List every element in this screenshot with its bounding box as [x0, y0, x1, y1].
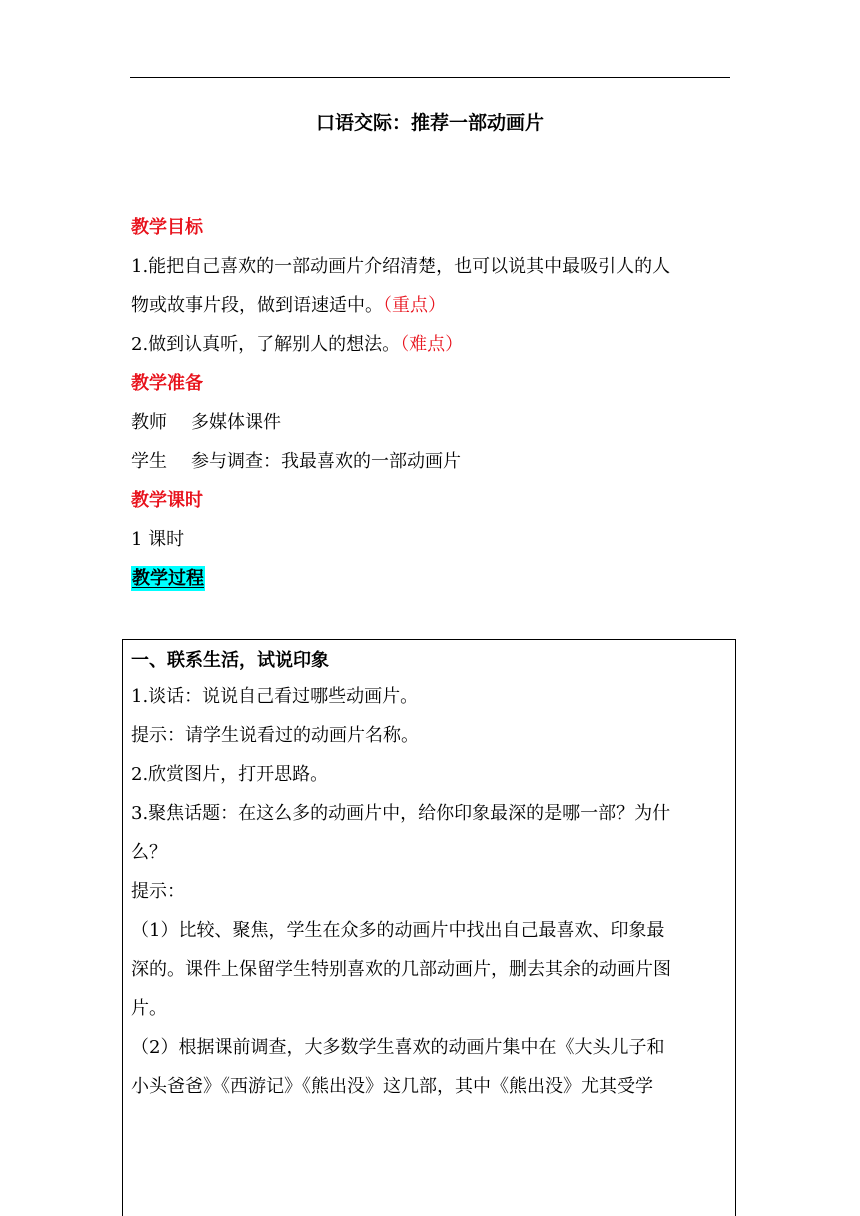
periods-value: 1 课时: [131, 529, 185, 550]
tip-2-line-2: 小头爸爸》《西游记》《熊出没》这几部，其中《熊出没》尤其受学: [131, 1076, 653, 1097]
process-heading-row: [131, 559, 731, 598]
difficulty-tag: （难点）: [400, 334, 464, 355]
periods-heading: 教学课时: [131, 490, 203, 511]
objective-1-line-1: 1.能把自己喜欢的一部动画片介绍清楚，也可以说其中最吸引人的人: [131, 256, 671, 277]
teacher-label: 教师: [131, 412, 167, 433]
student-value: 参与调查：我最喜欢的一部动画片: [191, 451, 461, 472]
process-heading: 教学过程: [132, 568, 204, 589]
tip-1-line-1: （1）比较、聚焦，学生在众多的动画片中找出自己最喜欢、印象最: [131, 920, 665, 941]
header-rule: [130, 77, 730, 78]
objective-2: [131, 325, 731, 364]
teacher-preparation: [131, 403, 731, 442]
step-1-line: 1.谈话：说说自己看过哪些动画片。: [131, 686, 419, 707]
step-1-heading: 一、联系生活，试说印象: [131, 650, 329, 671]
page-title: 口语交际：推荐一部动画片: [315, 112, 544, 134]
objective-1-line-2: [131, 286, 731, 325]
tip-2-line-1: （2）根据课前调查，大多数学生喜欢的动画片集中在《大头儿子和: [131, 1037, 665, 1058]
step-1-line: 2.欣赏图片，打开思路。: [131, 764, 329, 785]
key-point-tag: （重点）: [383, 295, 446, 316]
objective-2-text: 2.做到认真听，了解别人的想法。: [131, 334, 401, 355]
student-preparation: [131, 442, 731, 481]
tip-1-line-2: 深的。课件上保留学生特别喜欢的几部动画片，删去其余的动画片图: [131, 959, 671, 980]
tip-label: 提示：: [131, 881, 185, 902]
student-label: 学生: [131, 451, 167, 472]
process-table-cell: [122, 639, 736, 1216]
step-1-item-3-line-1: 3.聚焦话题：在这么多的动画片中，给你印象最深的是哪一部？为什: [131, 803, 671, 824]
tip-1-line-3: 片。: [131, 998, 167, 1019]
step-1-line: 提示：请学生说看过的动画片名称。: [131, 725, 419, 746]
preparation-heading: 教学准备: [131, 373, 203, 394]
document-body: [131, 208, 731, 598]
objective-1-text: 物或故事片段，做到语速适中。: [131, 295, 383, 316]
teacher-value: 多媒体课件: [191, 412, 281, 433]
objectives-heading: 教学目标: [131, 217, 203, 238]
step-1-item-3-line-2: 么？: [131, 842, 167, 863]
